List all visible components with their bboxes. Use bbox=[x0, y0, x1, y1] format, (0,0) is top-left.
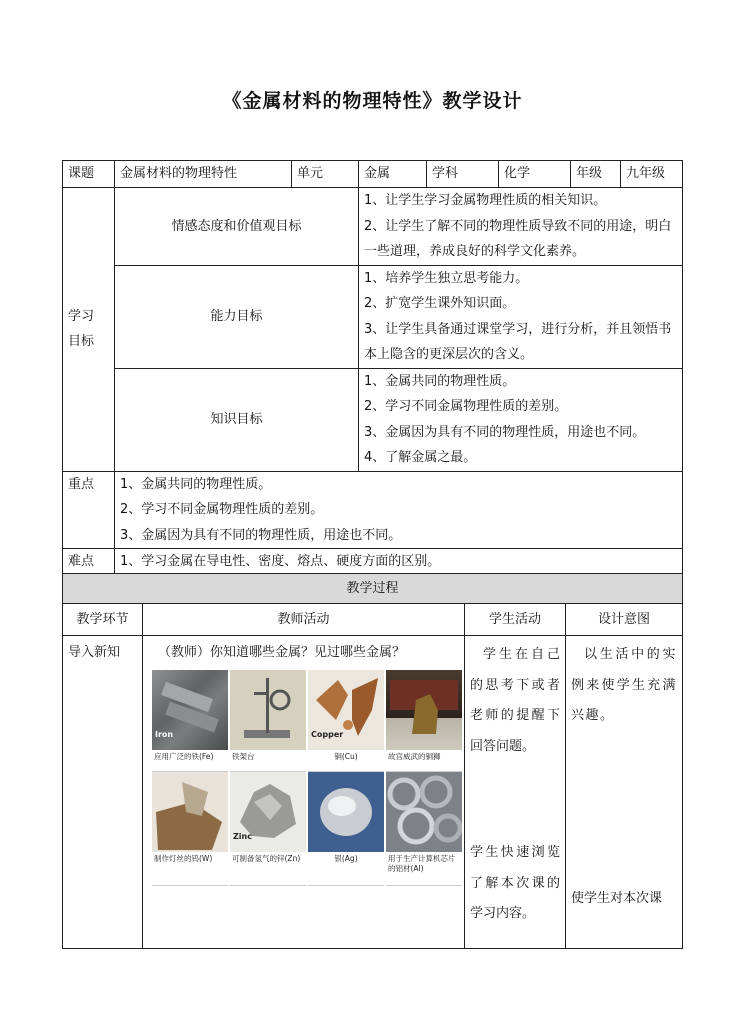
photo-caption: 用于生产计算机芯片的铝材(Al) bbox=[386, 852, 462, 886]
bronze-lion-icon bbox=[386, 670, 462, 750]
teacher-activity-cell bbox=[143, 636, 465, 949]
list-item: 2、让学生了解不同的物理性质导致不同的用途，明白一些道理，养成良好的科学文化素养。 bbox=[364, 218, 672, 259]
topic-value: 金属材料的物理特性 bbox=[115, 161, 292, 188]
topic-label: 课题 bbox=[63, 161, 115, 188]
intent-cell bbox=[566, 636, 683, 949]
lesson-info-table bbox=[62, 160, 683, 576]
process-title: 教学过程 bbox=[63, 574, 683, 604]
student-text-1: 学生在自己的思考下或者老师的提醒下回答问题。 bbox=[470, 647, 560, 754]
list-item: 3、让学生具备通过课堂学习，进行分析，并且领悟书本上隐含的更深层次的含义。 bbox=[364, 321, 672, 362]
list-item: 3、金属因为具有不同的物理性质，用途也不同。 bbox=[364, 424, 646, 440]
photo-tag: Iron bbox=[155, 730, 174, 739]
intent-text-1: 以生活中的实例来使学生充满兴趣。 bbox=[571, 647, 678, 723]
grade-label: 年级 bbox=[571, 161, 621, 188]
photo-tag: Copper bbox=[311, 730, 344, 739]
photo-caption: 铁架台 bbox=[230, 750, 306, 772]
aluminum-tubes-icon bbox=[386, 772, 462, 852]
goals-label bbox=[63, 188, 115, 472]
header-teacher: 教师活动 bbox=[143, 604, 465, 636]
student-text-2: 学生快速浏览了解本次课的学习内容。 bbox=[470, 845, 560, 921]
header-student: 学生活动 bbox=[465, 604, 566, 636]
key-points-label: 重点 bbox=[63, 471, 115, 549]
bronze-lion-photo bbox=[386, 670, 462, 750]
intent-text-2: 使学生对本次课 bbox=[571, 890, 663, 906]
silver-photo bbox=[308, 772, 384, 852]
list-item: 1、让学生学习金属物理性质的相关知识。 bbox=[364, 193, 607, 208]
list-item: 1、金属共同的物理性质。 bbox=[364, 373, 516, 389]
silver-icon bbox=[308, 772, 384, 852]
goal-items-emotion bbox=[359, 188, 683, 266]
photo-caption: 可制备氢气的锌(Zn) bbox=[230, 852, 306, 886]
difficulty-item: 1、学习金属在导电性、密度、熔点、硬度方面的区别。 bbox=[115, 549, 683, 576]
photo-caption: 故宫威武的铜狮 bbox=[386, 750, 462, 772]
tungsten-icon bbox=[152, 772, 228, 852]
unit-label: 单元 bbox=[292, 161, 359, 188]
document-title: 《金属材料的物理特性》教学设计 bbox=[222, 90, 523, 112]
iron-stand-icon bbox=[230, 670, 306, 750]
aluminum-tubes-photo bbox=[386, 772, 462, 852]
list-item: 1、培养学生独立思考能力。 bbox=[364, 270, 529, 286]
teaching-process-table bbox=[62, 573, 683, 949]
zinc-photo bbox=[230, 772, 306, 852]
subject-label: 学科 bbox=[427, 161, 499, 188]
key-points-items bbox=[115, 471, 683, 549]
list-item: 2、学习不同金属物理性质的差别。 bbox=[364, 399, 568, 414]
student-activity-cell bbox=[465, 636, 566, 949]
copper-photo bbox=[308, 670, 384, 750]
list-item: 4、了解金属之最。 bbox=[364, 450, 477, 465]
goal-name-emotion: 情感态度和价值观目标 bbox=[115, 188, 359, 266]
stage-cell: 导入新知 bbox=[63, 636, 143, 949]
iron-stand-photo bbox=[230, 670, 306, 750]
photo-caption: 银(Ag) bbox=[308, 852, 384, 886]
goal-name-ability: 能力目标 bbox=[115, 265, 359, 368]
subject-value: 化学 bbox=[499, 161, 571, 188]
header-intent: 设计意图 bbox=[566, 604, 683, 636]
photo-tag: Zinc bbox=[233, 832, 252, 841]
list-item: 3、金属因为具有不同的物理性质，用途也不同。 bbox=[120, 527, 402, 543]
goal-items-ability bbox=[359, 265, 683, 368]
goal-items-knowledge bbox=[359, 368, 683, 471]
photo-caption: 制作灯丝的钨(W) bbox=[152, 852, 228, 886]
iron-plates-photo bbox=[152, 670, 228, 750]
header-stage: 教学环节 bbox=[63, 604, 143, 636]
difficulty-label: 难点 bbox=[63, 549, 115, 576]
list-item: 1、金属共同的物理性质。 bbox=[120, 476, 272, 492]
tungsten-photo bbox=[152, 772, 228, 852]
teacher-question: （教师）你知道哪些金属？见过哪些金属？ bbox=[158, 645, 406, 660]
goals-label-text: 学习目标 bbox=[68, 309, 95, 350]
unit-value: 金属 bbox=[359, 161, 427, 188]
goal-name-knowledge: 知识目标 bbox=[115, 368, 359, 471]
list-item: 2、扩宽学生课外知识面。 bbox=[364, 296, 516, 311]
photo-caption: 铜(Cu) bbox=[308, 750, 384, 772]
list-item: 2、学习不同金属物理性质的差别。 bbox=[120, 502, 324, 517]
grade-value: 九年级 bbox=[621, 161, 683, 188]
metal-photo-grid bbox=[152, 670, 462, 886]
photo-caption: 应用广泛的铁(Fe) bbox=[152, 750, 228, 772]
